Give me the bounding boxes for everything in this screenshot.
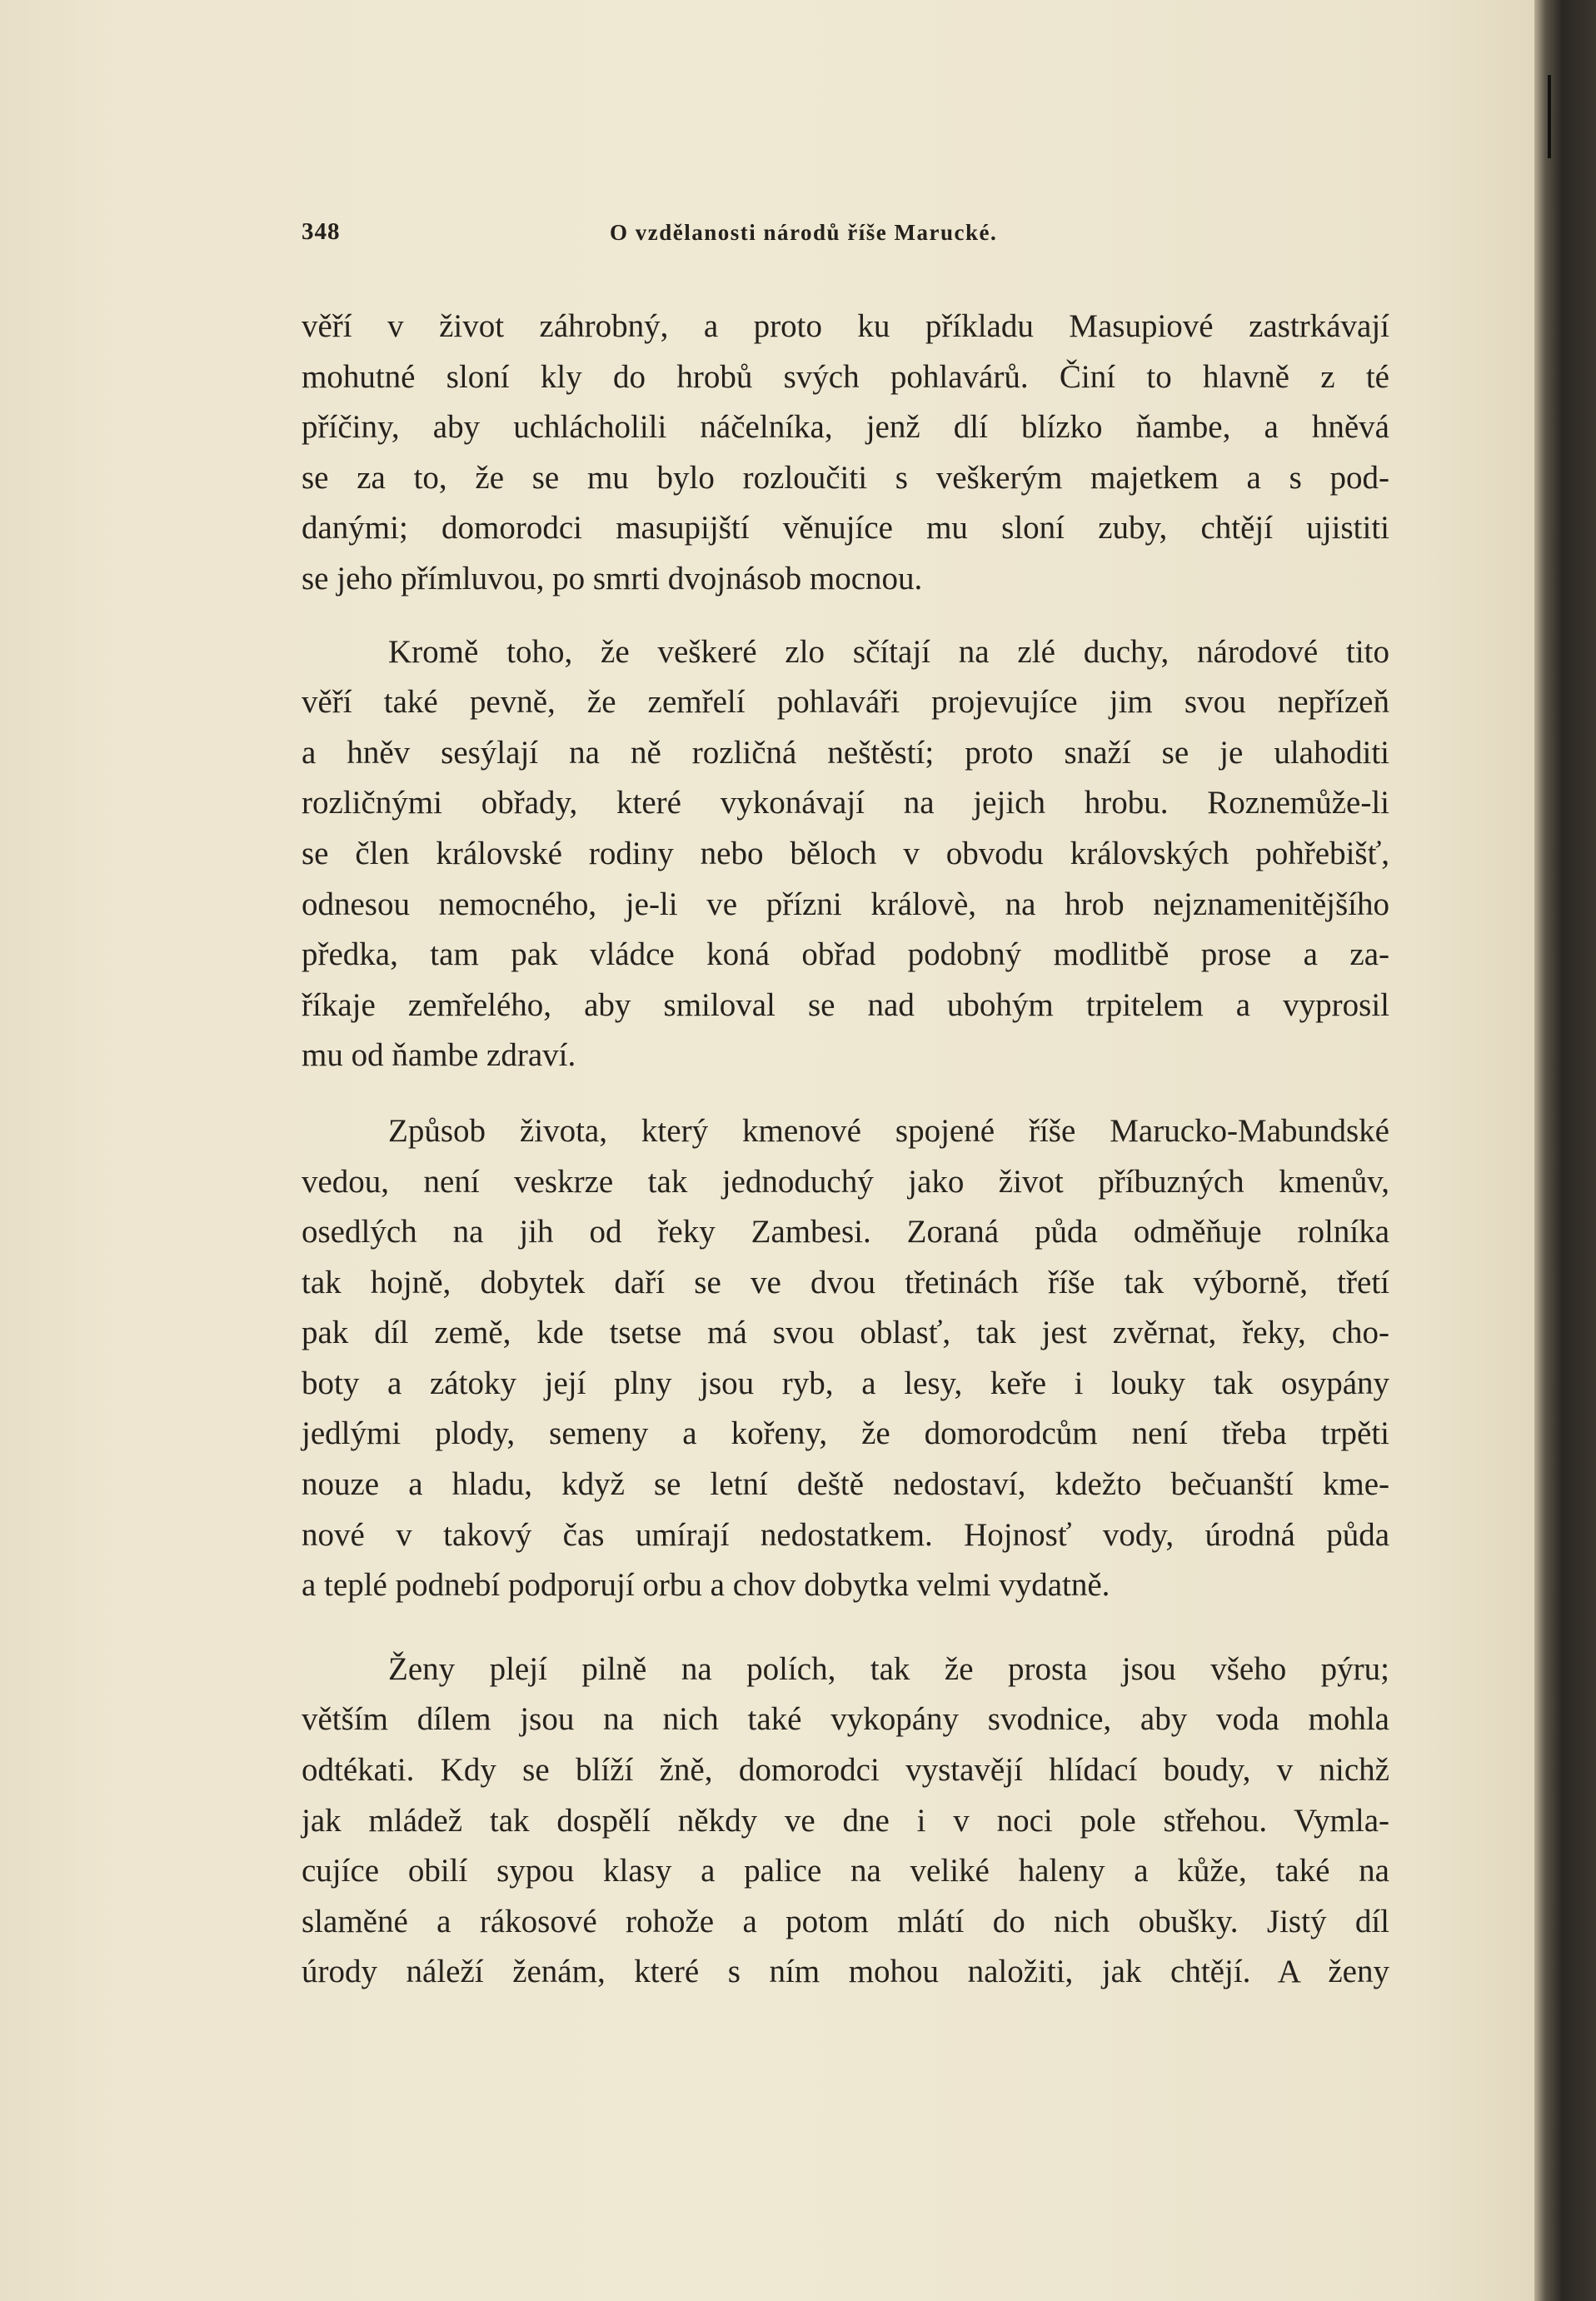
text-line: se za to, že se mu bylo rozloučiti s veškerým majetkem a s pod- (302, 459, 1389, 496)
text-line: a teplé podnebí podporují orbu a chov dobytka velmi vydatně. (302, 1567, 1110, 1604)
text-line: osedlých na jih od řeky Zambesi. Zoraná půda odměňuje rolníka (302, 1214, 1389, 1250)
text-line: větším dílem jsou na nich také vykopány svodnice, aby voda mohla (302, 1701, 1389, 1738)
paragraph (302, 627, 1389, 1081)
text-line: nové v takový čas umírají nedostatkem. Hojnosť vody, úrodná půda (302, 1516, 1389, 1553)
text-line: a hněv sesýlají na ně rozličná neštěstí; proto snaží se je ulahoditi (302, 734, 1389, 771)
text-line: jedlými plody, semeny a kořeny, že domorodcům není třeba trpěti (302, 1415, 1389, 1452)
text-line: příčiny, aby uchlácholili náčelníka, jenž dlí blízko ňambe, a hněvá (302, 409, 1389, 446)
text-line: říkaje zemřelého, aby smiloval se nad ubohým trpitelem a vyprosil (302, 986, 1389, 1023)
text-line: nouze a hladu, když se letní deště nedostaví, kdežto bečuanští kme- (302, 1466, 1389, 1503)
text-line: úrody náleží ženám, které s ním mohou naložiti, jak chtějí. A ženy (302, 1954, 1389, 1990)
text-line: věří v život záhrobný, a proto ku příkladu Masupiové zastrkávají (302, 308, 1389, 344)
text-line: pak díl země, kde tsetse má svou oblasť, tak jest zvěrnat, řeky, cho- (302, 1315, 1389, 1351)
paragraph (302, 1645, 1389, 1998)
text-line: cujíce obilí sypou klasy a palice na veliké haleny a kůže, také na (302, 1853, 1389, 1889)
text-line: mohutné sloní kly do hrobů svých pohlavárů. Činí to hlavně z té (302, 358, 1389, 395)
paragraph-gap (302, 1611, 1389, 1645)
page-edge-shadow (1534, 0, 1596, 2301)
page-edge-mark (1548, 75, 1551, 158)
text-line: Způsob života, který kmenové spojené říše Marucko-Mabundské (388, 1112, 1389, 1149)
paragraph (302, 302, 1389, 605)
page-header (302, 218, 1389, 252)
paragraph-gap (302, 605, 1389, 627)
text-line: věří také pevně, že zemřelí pohlaváři projevujíce jim svou nepřízeň (302, 684, 1389, 721)
text-line: odnesou nemocného, je-li ve přízni královè, na hrob nejznamenitějšího (302, 886, 1389, 922)
text-line: rozličnými obřady, které vykonávají na jejich hrobu. Roznemůže-li (302, 785, 1389, 821)
body-text (302, 302, 1389, 1998)
text-line: předka, tam pak vládce koná obřad podobný modlitbě prose a za- (302, 936, 1389, 973)
text-line: se člen královské rodiny nebo běloch v obvodu královských pohřebišť, (302, 835, 1389, 871)
text-line: Ženy plejí pilně na polích, tak že prosta jsou všeho pýru; (388, 1650, 1389, 1687)
text-line: slaměné a rákosové rohože a potom mlátí do nich obušky. Jistý díl (302, 1903, 1389, 1939)
running-title: O vzdělanosti národů říše Marucké. (610, 220, 998, 245)
paragraph-gap (302, 1081, 1389, 1106)
text-line: boty a zátoky její plny jsou ryb, a lesy, keře i louky tak osypány (302, 1365, 1389, 1401)
paragraph (302, 1106, 1389, 1611)
page-number: 348 (302, 218, 341, 245)
text-line: tak hojně, dobytek daří se ve dvou třetinách říše tak výborně, třetí (302, 1264, 1389, 1300)
text-line: vedou, není veskrze tak jednoduchý jako život příbuzných kmenův, (302, 1163, 1389, 1200)
text-line: mu od ňambe zdraví. (302, 1037, 576, 1074)
text-line: odtékati. Kdy se blíží žně, domorodci vystavějí hlídací boudy, v nichž (302, 1752, 1389, 1789)
text-line: jak mládež tak dospělí někdy ve dne i v noci pole střehou. Vymla- (302, 1802, 1389, 1839)
text-line: danými; domorodci masupijští věnujíce mu sloní zuby, chtějí ujistiti (302, 510, 1389, 547)
text-line: se jeho přímluvou, po smrti dvojnásob mocnou. (302, 560, 923, 596)
text-line: Kromě toho, že veškeré zlo sčítají na zlé duchy, národové tito (388, 633, 1389, 670)
